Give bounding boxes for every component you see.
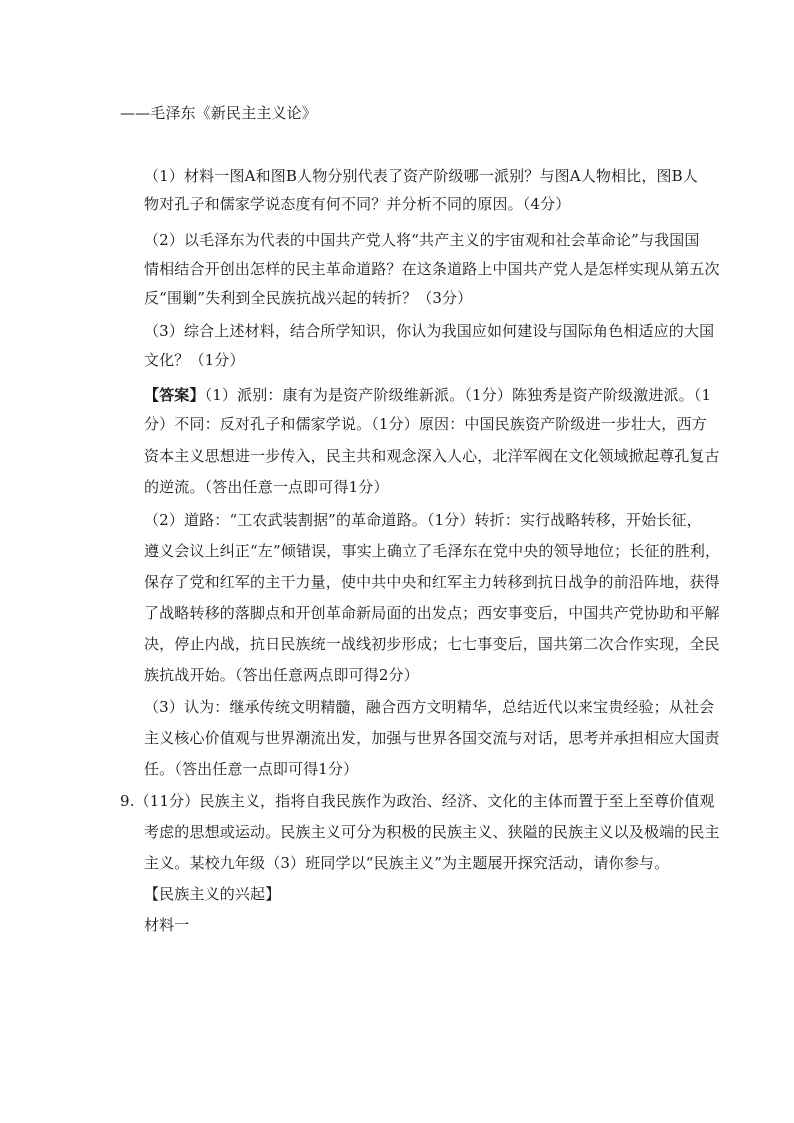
question-3-line-2: 文化？（1分） xyxy=(144,351,245,369)
answer-1-line-3: 资本主义思想进一步传入，民主共和观念深入人心，北洋军阀在文化领域掀起尊孔复古 xyxy=(144,447,720,465)
question-1-line-2: 物对孔子和儒家学说态度有何不同？并分析不同的原因。（4分） xyxy=(144,195,571,213)
answer-2-line-5: 决，停止内战，抗日民族统一战线初步形成；七七事变后，国共第二次合作实现，全民 xyxy=(144,635,720,653)
question-9-line-2: 考虑的思想或运动。民族主义可分为积极的民族主义、狭隘的民族主义以及极端的民主 xyxy=(144,823,720,841)
material-label: 材料一 xyxy=(144,916,190,934)
question-3-line-1: （3）综合上述材料，结合所学知识，你认为我国应如何建设与国际角色相适应的大国 xyxy=(144,322,715,340)
answer-1-line-2: 分）不同：反对孔子和儒家学说。（1分）原因：中国民族资产阶级进一步壮大，西方 xyxy=(144,415,707,433)
source-line: ——毛泽东《新民主主义论》 xyxy=(120,104,317,122)
answer-3-line-2: 主义核心价值观与世界潮流出发，加强与世界各国交流与对话，思考并承担相应大国责 xyxy=(144,729,720,747)
answer-1-line-1-text: （1）派别：康有为是资产阶级维新派。（1分）陈独秀是资产阶级激进派。（1 xyxy=(204,386,712,404)
question-2-line-1: （2）以毛泽东为代表的中国共产党人将“共产主义的宇宙观和社会革命论”与我国国 xyxy=(144,231,700,249)
answer-2-line-2: 遵义会议上纠正“左”倾错误，事实上确立了毛泽东在党中央的领导地位；长征的胜利， xyxy=(144,542,721,560)
answer-label: 【答案】 xyxy=(144,386,205,404)
answer-1-line-4: 的逆流。（答出任意一点即可得1分） xyxy=(144,478,389,496)
question-9-line-1: 9.（11分）民族主义，指将自我民族作为政治、经济、文化的主体而置于至上至尊价值观 xyxy=(120,792,715,810)
answer-2-line-3: 保存了党和红军的主干力量，使中共中央和红军主力转移到抗日战争的前沿阵地，获得 xyxy=(144,573,720,591)
answer-3-line-3: 任。（答出任意一点即可得1分） xyxy=(144,760,359,778)
answer-1-line-1 xyxy=(144,385,711,405)
answer-2-line-6: 族抗战开始。（答出任意两点即可得2分） xyxy=(144,666,419,684)
question-9-line-3: 主义。某校九年级（3）班同学以“民族主义”为主题展开探究活动，请你参与。 xyxy=(144,854,670,872)
answer-2-line-1: （2）道路：“工农武装割据”的革命道路。（1分）转折：实行战略转移，开始长征， xyxy=(144,511,702,529)
answer-3-line-1: （3）认为：继承传统文明精髓，融合西方文明精华，总结近代以来宝贵经验；从社会 xyxy=(144,698,715,716)
question-1-line-1: （1）材料一图A和图B人物分别代表了资产阶级哪一派别？与图A人物相比，图B人 xyxy=(144,167,698,185)
question-2-line-2: 情相结合开创出怎样的民主革命道路？在这条道路上中国共产党人是怎样实现从第五次 xyxy=(144,260,720,278)
answer-2-line-4: 了战略转移的落脚点和开创革命新局面的出发点；西安事变后，中国共产党协助和平解 xyxy=(144,604,720,622)
section-title: 【民族主义的兴起】 xyxy=(144,885,281,903)
question-2-line-3: 反“围剿”失利到全民族抗战兴起的转折？（3分） xyxy=(144,289,473,307)
